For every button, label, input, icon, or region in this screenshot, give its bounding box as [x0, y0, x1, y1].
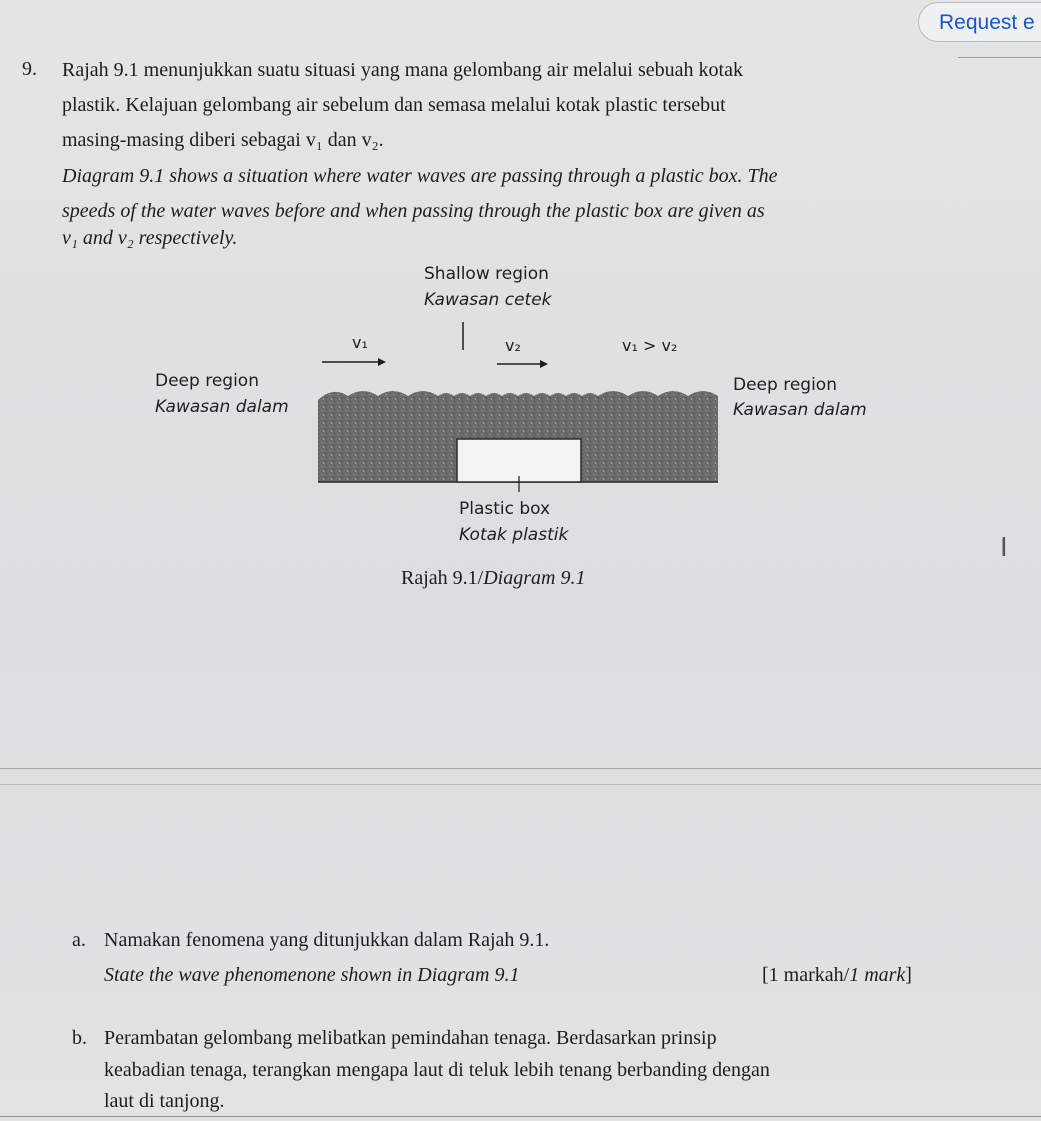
v2-label: v₂	[505, 336, 521, 355]
shallow-region-label-malay: Kawasan cetek	[424, 290, 552, 310]
plastic-box-label: Plastic box	[459, 499, 551, 519]
v2-arrow	[497, 360, 548, 368]
part-a-malay: Namakan fenomena yang ditunjukkan dalam Rajah 9.1.	[104, 929, 550, 951]
v1-arrow	[322, 358, 386, 366]
deep-region-right-label-malay: Kawasan dalam	[733, 400, 867, 420]
part-b-line-1: Perambatan gelombang melibatkan pemindahan tenaga. Berdasarkan prinsip	[104, 1027, 717, 1049]
deep-region-left-label-malay: Kawasan dalam	[155, 397, 289, 417]
speed-relation-label: v₁ > v₂	[622, 336, 678, 355]
part-b-line-3: laut di tanjong.	[104, 1090, 225, 1112]
question-english-line-1: Diagram 9.1 shows a situation where water waves are passing through a plastic box. The	[62, 165, 778, 187]
part-b-line-2: keabadian tenaga, terangkan mengapa laut di teluk lebih tenang berbanding dengan	[104, 1059, 770, 1081]
request-button[interactable]: Request e	[918, 2, 1041, 42]
question-malay-line-2: plastik. Kelajuan gelombang air sebelum dan semasa melalui kotak plastic tersebut	[62, 94, 726, 116]
part-a-marks: [1 markah/1 mark]	[762, 964, 912, 986]
question-malay-line-3: masing-masing diberi sebagai v₁ dan v₂.	[62, 129, 384, 151]
part-b-label: b.	[72, 1027, 87, 1049]
part-a-english: State the wave phenomenone shown in Diagram 9.1	[104, 964, 520, 986]
text-cursor-icon: I	[1000, 533, 1008, 563]
question-english-line-3: v₁ and v₂ respectively.	[62, 227, 238, 249]
plastic-box	[457, 439, 581, 482]
shallow-region-label: Shallow region	[424, 264, 549, 284]
part-a-label: a.	[72, 929, 86, 951]
question-malay-line-1: Rajah 9.1 menunjukkan suatu situasi yang mana gelombang air melalui sebuah kotak	[62, 59, 743, 81]
bottom-divider	[0, 1116, 1041, 1117]
diagram-caption: Rajah 9.1/Diagram 9.1	[401, 567, 586, 589]
deep-region-left-label: Deep region	[155, 371, 259, 391]
v1-label: v₁	[352, 333, 368, 352]
question-english-line-2: speeds of the water waves before and when passing through the plastic box are given as	[62, 200, 765, 222]
question-number: 9.	[22, 58, 37, 80]
answer-line-1	[0, 768, 1041, 769]
deep-region-right-label: Deep region	[733, 375, 837, 395]
answer-line-2	[0, 784, 1041, 785]
plastic-box-label-malay: Kotak plastik	[459, 525, 569, 545]
